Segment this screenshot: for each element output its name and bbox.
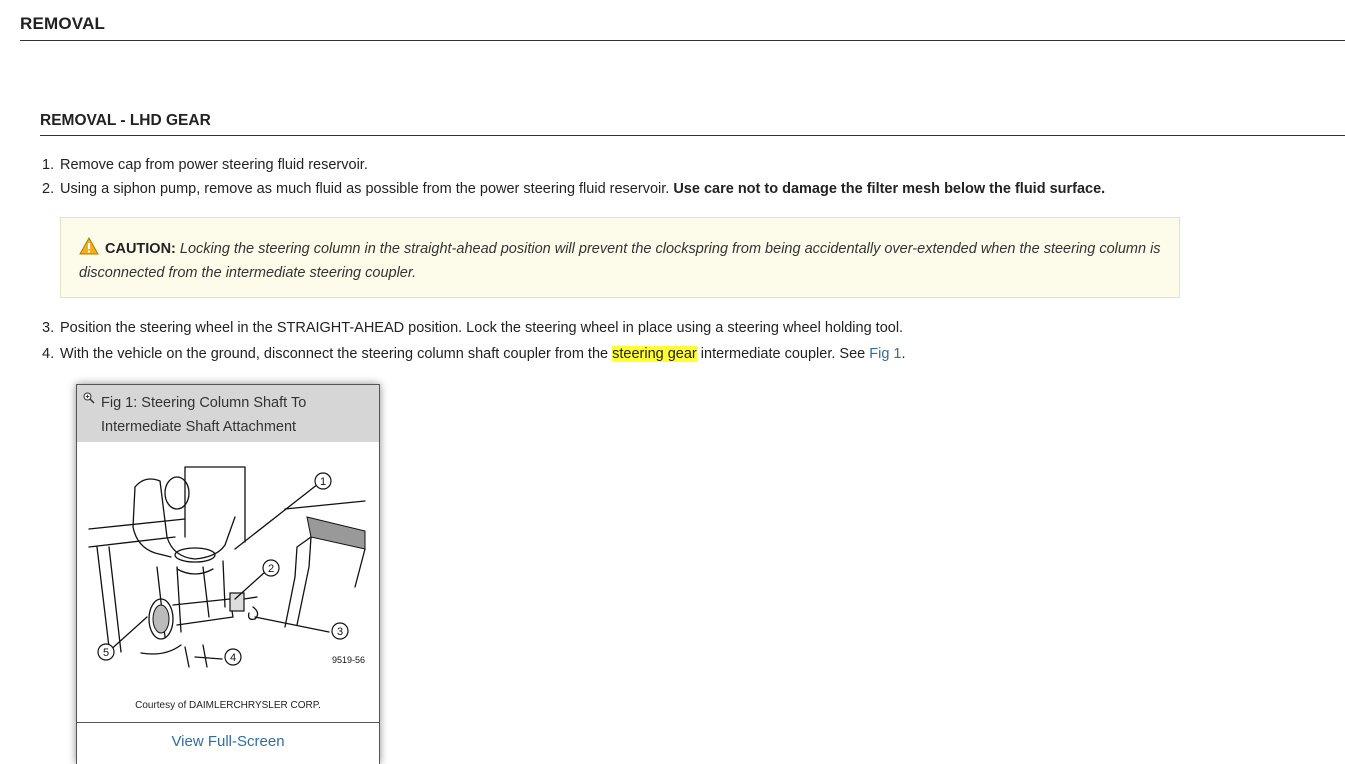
fig-1-link[interactable]: Fig 1	[869, 346, 902, 362]
step-warning-text: Use care not to damage the filter mesh below the fluid surface.	[673, 181, 1106, 197]
step-text-continued: intermediate coupler. See	[696, 346, 870, 362]
figure-illustration[interactable]	[85, 457, 371, 679]
step-text: Remove cap from power steering fluid reservoir.	[60, 157, 368, 173]
step-text: Using a siphon pump, remove as much fluid as possible from the power steering fluid reservoir.	[60, 181, 674, 197]
caution-label: CAUTION:	[105, 241, 176, 257]
step-text: With the vehicle on the ground, disconnect the steering column shaft coupler from the	[60, 346, 613, 362]
section-title: REMOVAL	[20, 14, 1345, 41]
callout-4	[225, 649, 241, 665]
step-end: .	[901, 346, 906, 362]
highlighted-term: steering gear	[612, 346, 697, 362]
callout-2-label: 2	[267, 563, 275, 575]
step-2	[42, 181, 1105, 197]
callout-3	[332, 623, 348, 639]
callout-1	[315, 473, 331, 489]
zoom-icon	[83, 392, 95, 404]
step-4	[42, 346, 906, 362]
caution-box	[60, 217, 1180, 298]
callout-2	[263, 560, 279, 576]
callout-3-label: 3	[336, 626, 344, 638]
figure-header[interactable]	[77, 385, 379, 442]
step-1	[42, 157, 368, 173]
warning-triangle-icon	[79, 237, 99, 255]
callout-5-label: 5	[102, 647, 110, 659]
figure-code: 9519-56	[331, 655, 365, 665]
step-text: Position the steering wheel in the STRAIGHT-AHEAD position. Lock the steering wheel in place using a steering wheel holding tool.	[60, 320, 904, 336]
callout-1-label: 1	[319, 476, 327, 488]
step-number: 1.	[42, 157, 55, 173]
figure-courtesy: Courtesy of DAIMLERCHRYSLER CORP.	[135, 700, 321, 711]
view-full-screen-link[interactable]: View Full-Screen	[77, 722, 379, 750]
callout-5	[98, 644, 114, 660]
figure-card	[76, 384, 380, 764]
step-number: 2.	[42, 181, 55, 197]
step-3	[42, 320, 903, 336]
subsection-title: REMOVAL - LHD GEAR	[40, 112, 1345, 136]
caution-text: Locking the steering column in the straight-ahead position will prevent the clockspring from being accidentally over-extended when the steering column is disconnected from the intermediate steering coupler.	[79, 241, 1161, 281]
callout-4-label: 4	[229, 652, 237, 664]
step-number: 3.	[42, 320, 55, 336]
figure-title: Fig 1: Steering Column Shaft To Intermediate Shaft Attachment	[101, 395, 307, 435]
step-number: 4.	[42, 346, 55, 362]
